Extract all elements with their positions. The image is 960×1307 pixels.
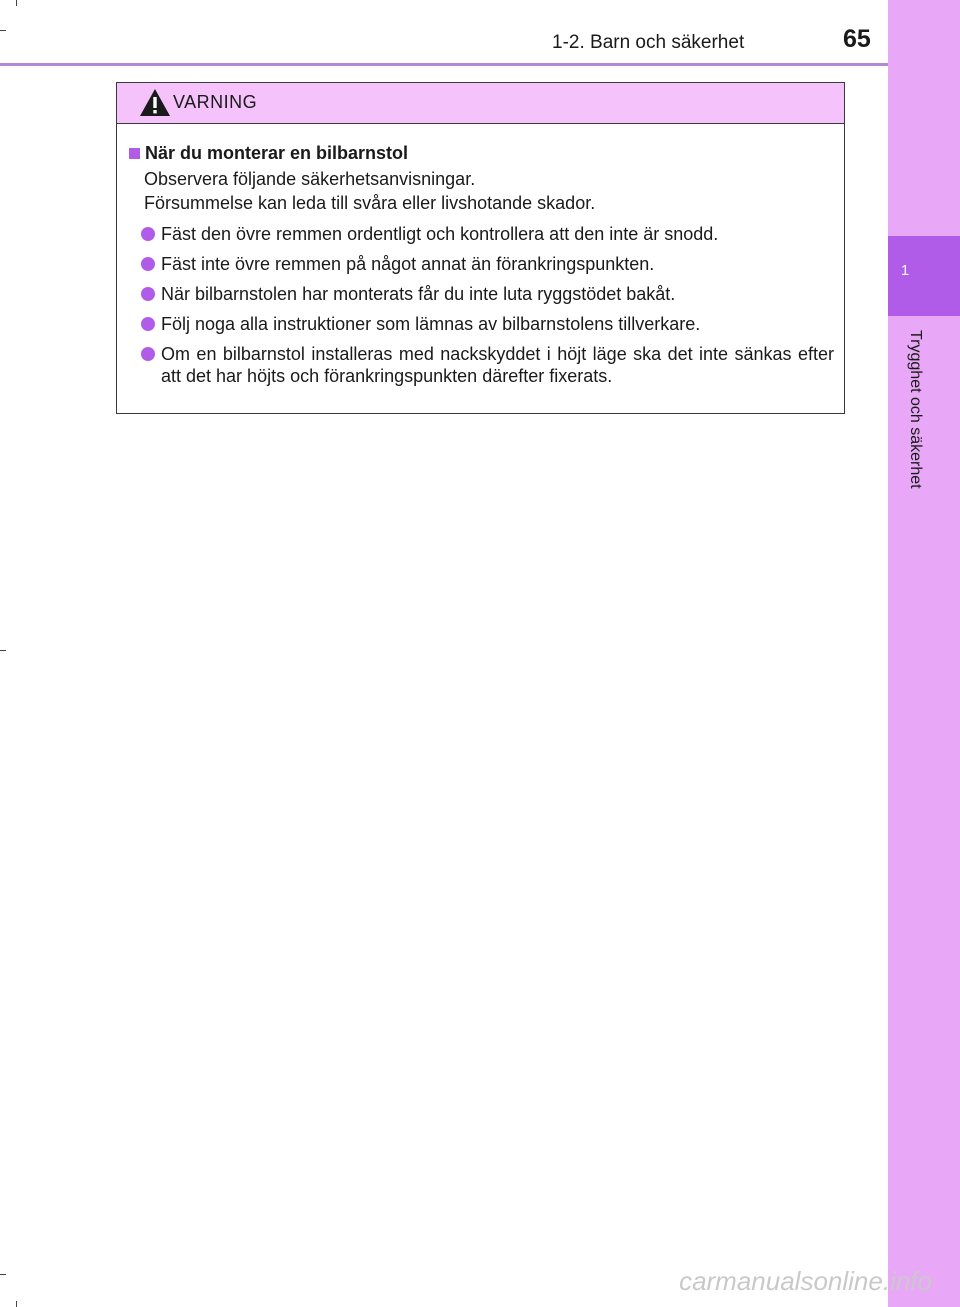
list-item [127,283,834,305]
intro-text [144,167,834,215]
warning-title: VARNING [173,92,258,112]
section-heading [127,141,834,165]
intro-line: Observera följande säkerhetsanvisningar. [144,169,476,189]
crop-mark [16,0,17,6]
square-bullet-icon [129,148,140,159]
chapter-number: 1 [900,262,910,279]
warning-header [117,83,844,124]
list-item-text: Fäst inte övre remmen på något annat än förankringspunkten. [161,254,655,274]
circle-bullet-icon [141,257,155,271]
list-item-text: Fäst den övre remmen ordentligt och kontrollera att den inte är snodd. [161,224,719,244]
list-item-text: Följ noga alla instruktioner som lämnas av bilbarnstolens tillverkare. [161,314,701,334]
warning-body [117,124,844,387]
crop-mark [0,30,6,31]
section-title: 1-2. Barn och säkerhet [552,32,745,53]
list-item-text: När bilbarnstolen har monterats får du inte luta ryggstödet bakåt. [161,284,676,304]
crop-mark [16,1301,17,1307]
chapter-side-tab [888,0,960,1307]
list-item [127,253,834,275]
watermark: carmanualsonline.info [679,1266,932,1296]
circle-bullet-icon [141,287,155,301]
list-item-text: Om en bilbarnstol installeras med nackskyddet i höjt läge ska det inte sänkas efter att det har höjts och förankringspunkten därefter fixerats. [161,344,834,386]
circle-bullet-icon [141,227,155,241]
section-heading-text: När du monterar en bilbarnstol [145,143,409,163]
warning-triangle-icon [139,88,171,117]
circle-bullet-icon [141,317,155,331]
page-number: 65 [843,25,871,53]
crop-mark [0,1274,6,1275]
list-item [127,343,834,387]
intro-line: Försummelse kan leda till svåra eller livshotande skador. [144,193,596,213]
header-divider [0,63,888,66]
list-item [127,223,834,245]
instruction-list [127,223,834,387]
chapter-title: Trygghet och säkerhet [907,330,924,489]
circle-bullet-icon [141,347,155,361]
warning-box [116,82,845,414]
crop-mark [0,650,6,651]
list-item [127,313,834,335]
